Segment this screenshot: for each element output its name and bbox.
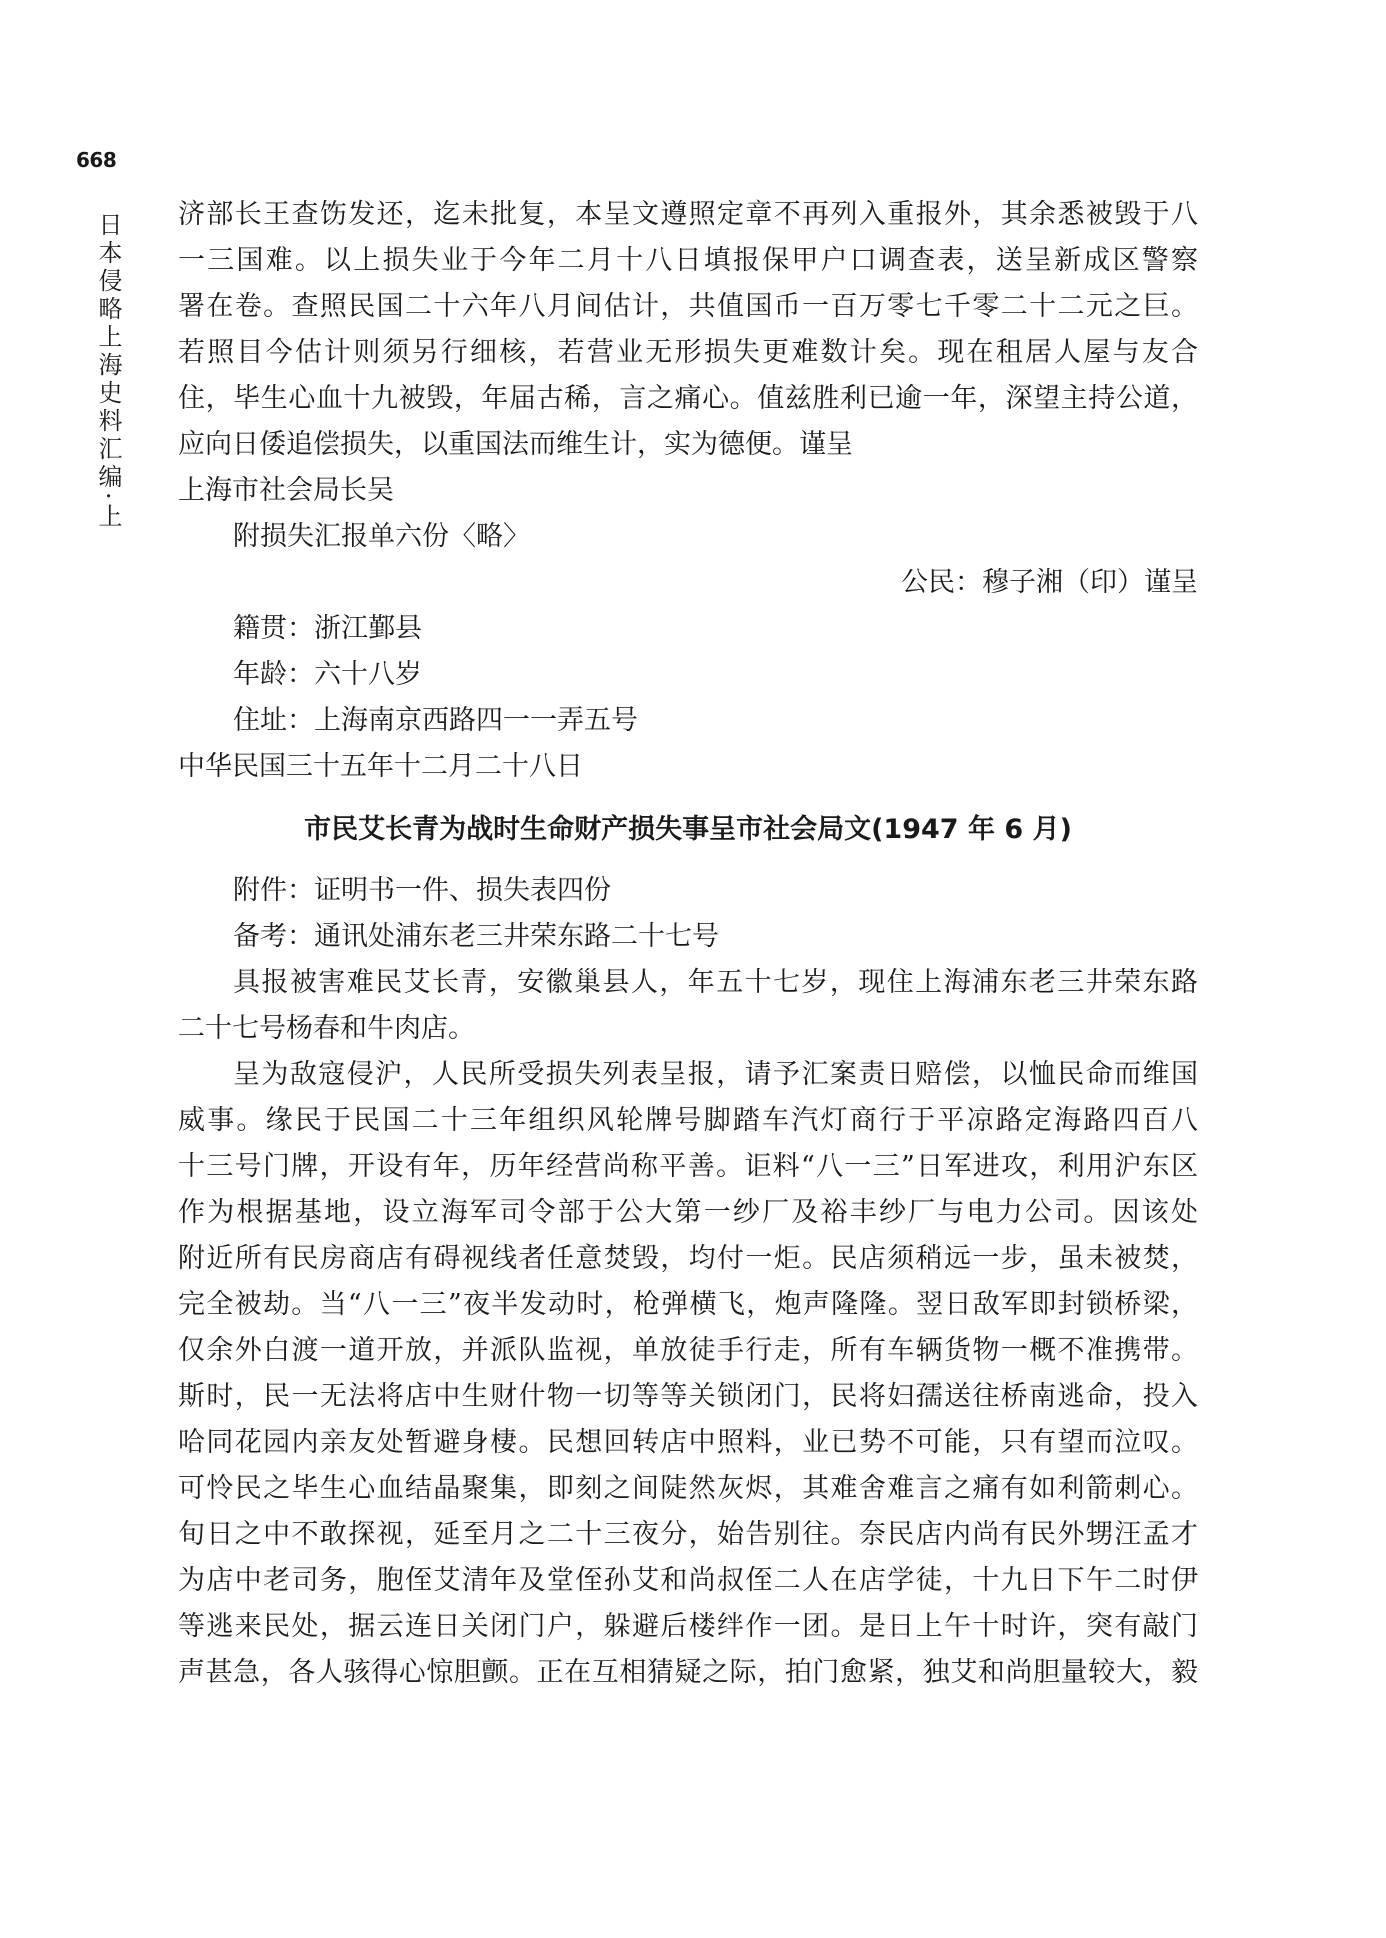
text-line: 呈为敌寇侵沪，人民所受损失列表呈报，请予汇案责日赔偿，以恤民命而维国 [233,1059,1198,1090]
text-line: 哈同花园内亲友处暂避身棲。民想回转店中照料，业已势不可能，只有望而泣叹。 [178,1427,1198,1458]
text-line: 住，毕生心血十九被毁，年届古稀，言之痛心。值兹胜利已逾一年，深望主持公道， [178,383,1198,414]
text-line: 等逃来民处，据云连日关闭门户，躲避后楼绊作一团。是日上午十时许，突有敲门 [178,1611,1198,1642]
text-line: 十三号门牌，开设有年，历年经营尚称平善。讵料“八一三”日军进攻，利用沪东区 [178,1151,1198,1182]
remarks-note: 备考：通讯处浦东老三井荣东路二十七号 [233,921,719,952]
text-line: 完全被劫。当“八一三”夜半发动时，枪弹横飞，炮声隆隆。翌日敌军即封锁桥梁， [178,1289,1198,1320]
text-line: 作为根据基地，设立海军司令部于公大第一纱厂及裕丰纱厂与电力公司。因该处 [178,1197,1198,1228]
text-line: 具报被害难民艾长青，安徽巢县人，年五十七岁，现住上海浦东老三井荣东路 [233,967,1198,998]
age: 年龄：六十八岁 [233,659,422,690]
text-line: 署在卷。查照民国二十六年八月间估计，共值国币一百万零七千零二十二元之巨。 [178,291,1198,322]
addressee: 上海市社会局长吴 [178,475,394,506]
native-place: 籍贯：浙江鄞县 [233,613,422,644]
doc2-paragraph-1 [178,960,1198,1052]
doc1-paragraph [178,192,1198,468]
text-line: 附近所有民房商店有碍视线者任意焚毁，均付一炬。民店须稍远一步，虽未被焚， [178,1243,1198,1274]
text-line: 济部长王查饬发还，迄未批复，本呈文遵照定章不再列入重报外，其余悉被毁于八 [178,199,1198,230]
text-line: 一三国难。以上损失业于今年二月十八日填报保甲户口调查表，送呈新成区警察 [178,245,1198,276]
document-date: 中华民国三十五年十二月二十八日 [178,751,583,782]
attachments-note: 附件：证明书一件、损失表四份 [233,875,611,906]
text-line: 旬日之中不敢探视，延至月之二十三夜分，始告别往。奈民店内尚有民外甥汪孟才 [178,1519,1198,1550]
doc2-paragraph-2 [178,1052,1198,1696]
text-line: 若照目今估计则须另行细核，若营业无形损失更难数计矣。现在租居人屋与友合 [178,337,1198,368]
attachment-note: 附损失汇报单六份〈略〉 [233,521,530,552]
text-line: 为店中老司务，胞侄艾清年及堂侄孙艾和尚叔侄二人在店学徒，十九日下午二时伊 [178,1565,1198,1596]
signature: 公民：穆子湘（印）谨呈 [901,567,1198,598]
section-heading: 市民艾长青为战时生命财产损失事呈市社会局文(1947 年 6 月) [304,814,1072,845]
page-number: 668 [76,148,117,172]
address: 住址：上海南京西路四一一弄五号 [233,705,638,736]
text-line: 声甚急，各人骇得心惊胆颤。正在互相猜疑之际，拍门愈紧，独艾和尚胆量较大，毅 [178,1657,1198,1688]
text-line: 斯时，民一无法将店中生财什物一切等等关锁闭门，民将妇孺送往桥南逃命，投入 [178,1381,1198,1412]
text-line: 可怜民之毕生心血结晶聚集，即刻之间陡然灰烬，其难舍难言之痛有如利箭刺心。 [178,1473,1198,1504]
text-line: 应向日倭追偿损失，以重国法而维生计，实为德便。谨呈 [178,429,853,460]
text-line: 威事。缘民于民国二十三年组织风轮牌号脚踏车汽灯商行于平凉路定海路四百八 [178,1105,1198,1136]
page-content [178,192,1198,1696]
text-line: 二十七号杨春和牛肉店。 [178,1013,475,1044]
book-title: 日本侵略上海史料汇编·上 [94,212,122,532]
text-line: 仅余外白渡一道开放，并派队监视，单放徒手行走，所有车辆货物一概不准携带。 [178,1335,1198,1366]
